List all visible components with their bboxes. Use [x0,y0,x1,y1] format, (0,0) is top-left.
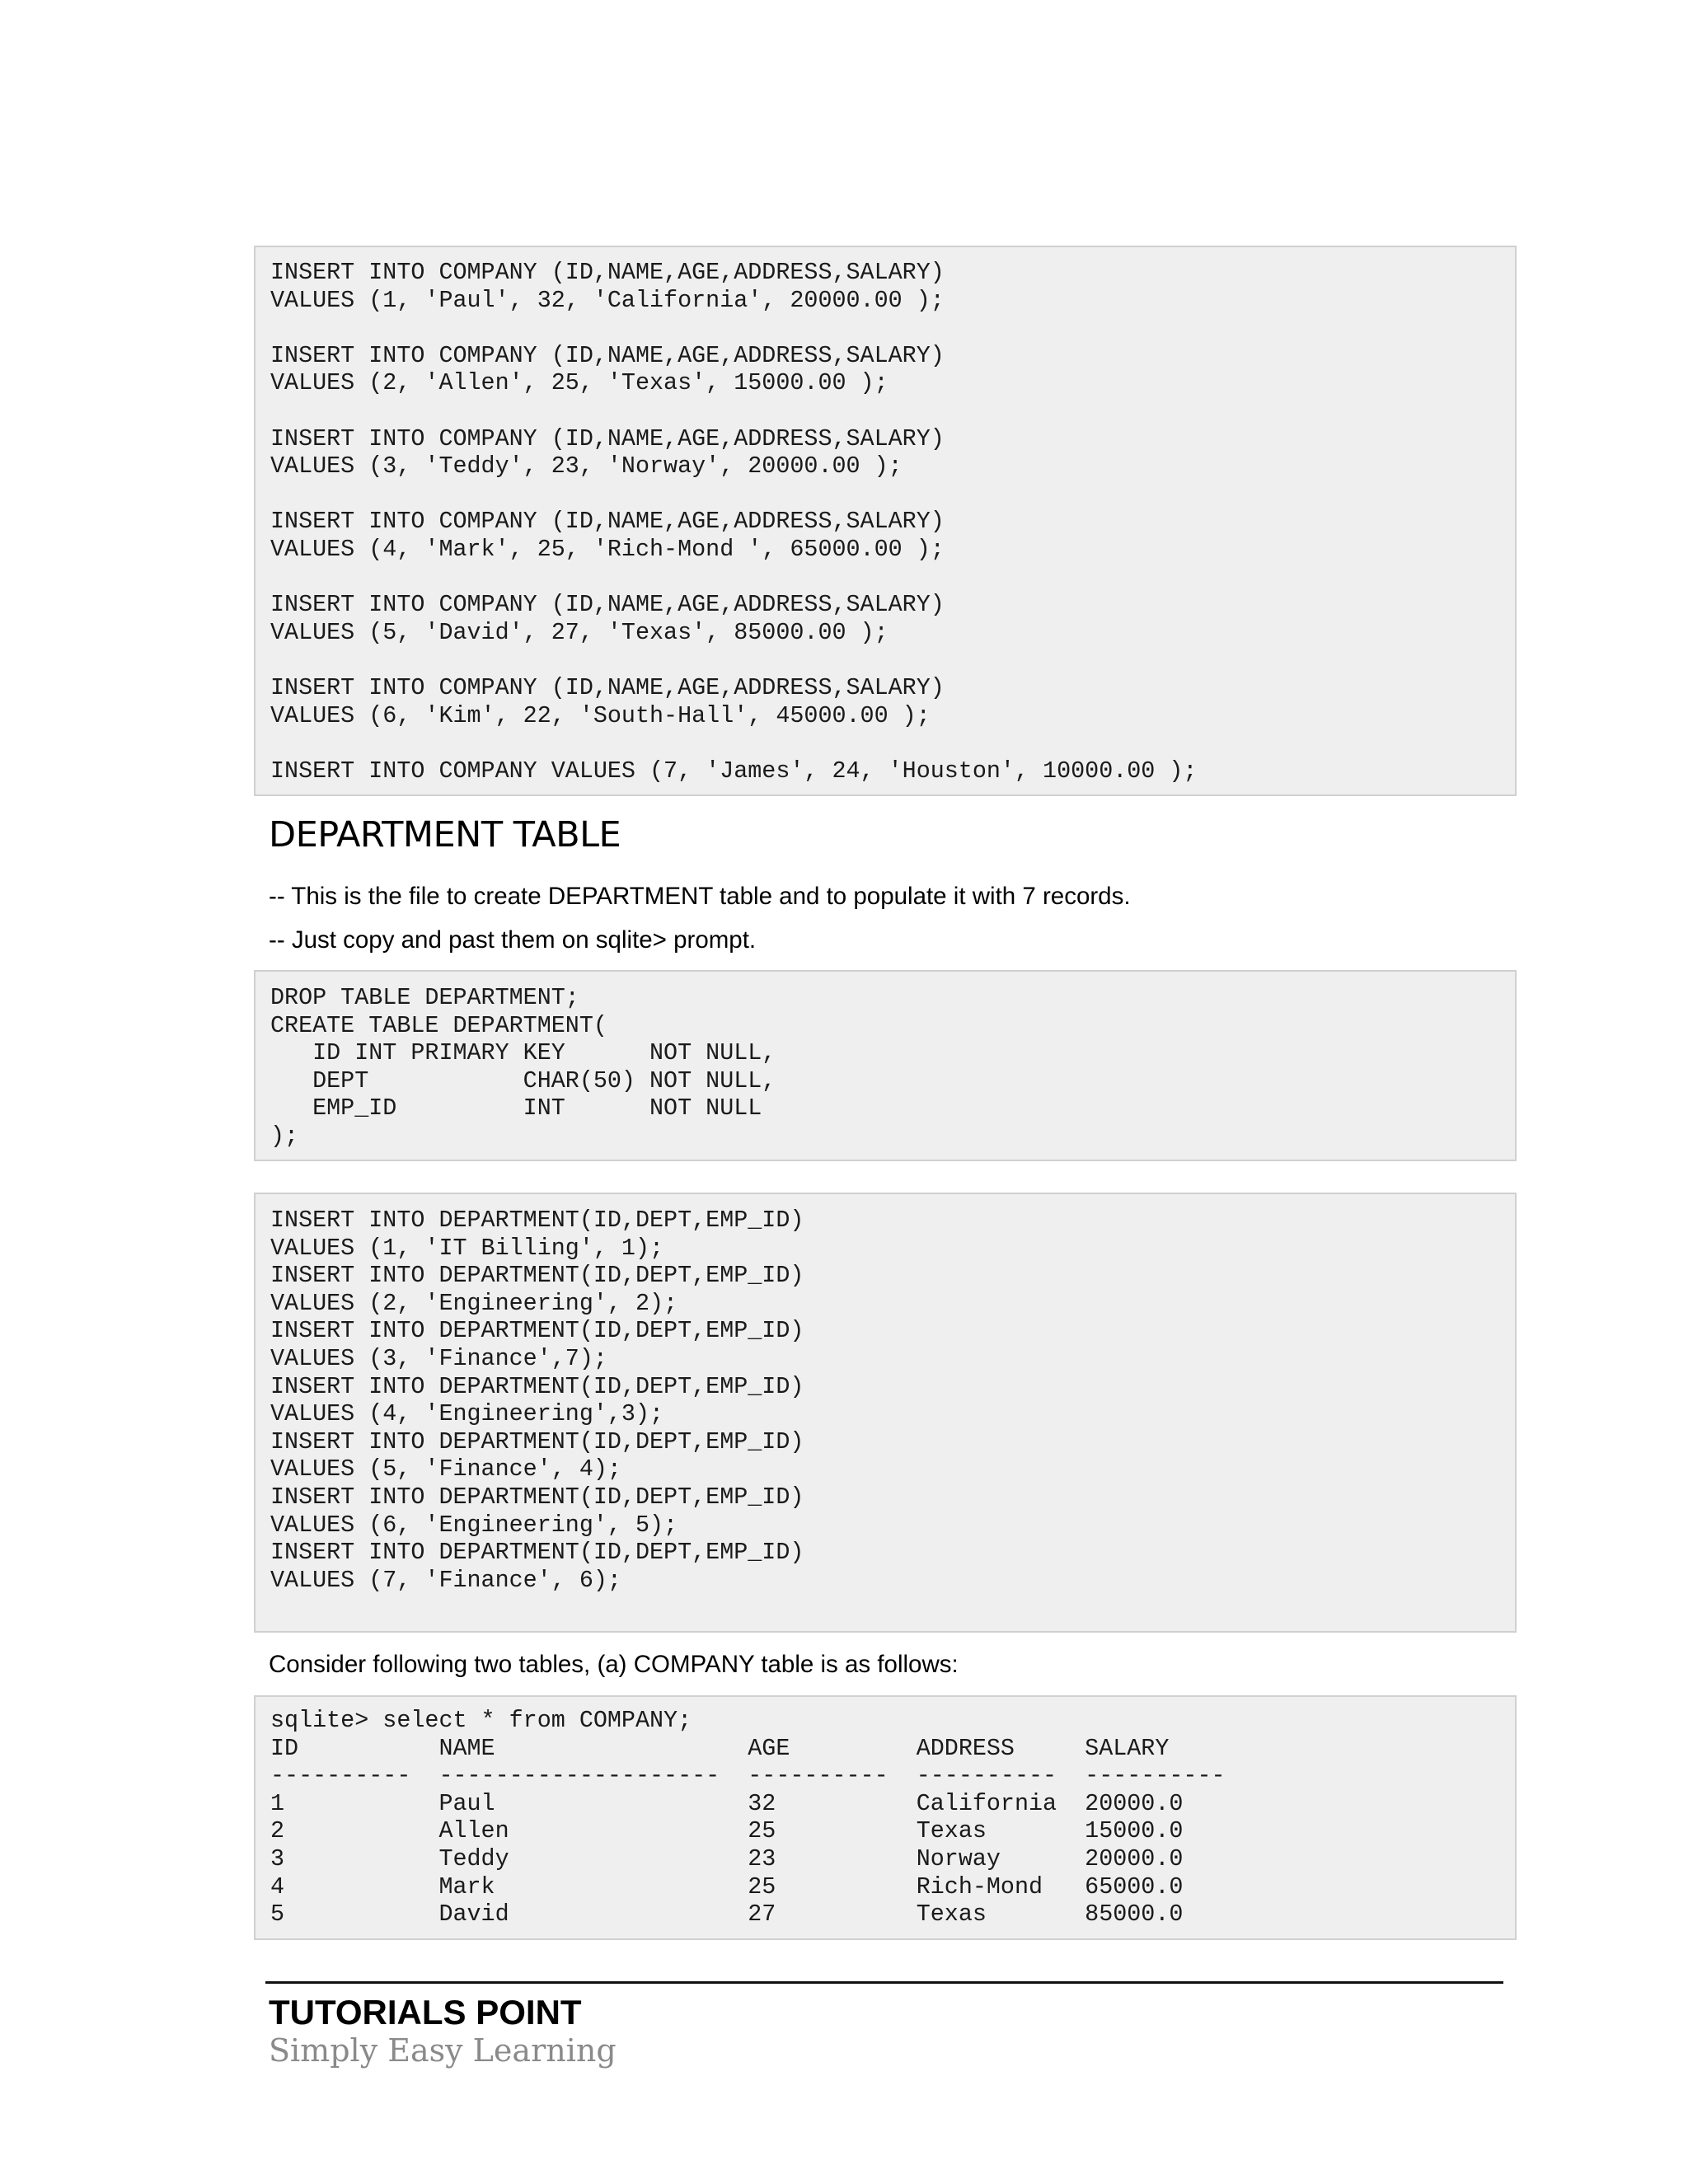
footer-tagline: Simply Easy Learning [269,2032,617,2069]
company-select-output: sqlite> select * from COMPANY; ID NAME AGE ADDRESS SALARY ---------- -------------------- ---------- ---------- ---------- 1 Paul 32 California 20000.0 2 Allen 25 Texas 15000.0 3 Teddy 23 Norway 20000.0 4 Mark 25 Rich-Mond 65000.0 5 David 27 Texas 85000.0 [270,1707,1226,1929]
footer-brand: TUTORIALS POINT [269,1993,582,2032]
company-insert-code-block [254,246,1517,796]
department-create-code: DROP TABLE DEPARTMENT; CREATE TABLE DEPARTMENT( ID INT PRIMARY KEY NOT NULL, DEPT CHAR(50) NOT NULL, EMP_ID INT NOT NULL ); [270,984,776,1150]
intro-line-1: -- This is the file to create DEPARTMENT table and to populate it with 7 records. [269,883,1131,910]
company-insert-code: INSERT INTO COMPANY (ID,NAME,AGE,ADDRESS,SALARY) VALUES (1, 'Paul', 32, 'California', 20000.00 ); INSERT INTO COMPANY (ID,NAME,AGE,ADDRESS,SALARY) VALUES (2, 'Allen', 25, 'Texas', 15000.00 ); INSERT INTO COMPANY (ID,NAME,AGE,ADDRESS,SALARY) VALUES (3, 'Teddy', 23, 'Norway', 20000.00 ); INSERT INTO COMPANY (ID,NAME,AGE,ADDRESS,SALARY) VALUES (4, 'Mark', 25, 'Rich-Mond ', 65000.00 ); INSERT INTO COMPANY (ID,NAME,AGE,ADDRESS,SALARY) VALUES (5, 'David', 27, 'Texas', 85000.00 ); INSERT INTO COMPANY (ID,NAME,AGE,ADDRESS,SALARY) VALUES (6, 'Kim', 22, 'South-Hall', 45000.00 ); INSERT INTO COMPANY VALUES (7, 'James', 24, 'Houston', 10000.00 ); [270,259,1198,785]
section-heading: DEPARTMENT TABLE [269,814,621,855]
department-create-code-block [254,970,1517,1161]
department-insert-code: INSERT INTO DEPARTMENT(ID,DEPT,EMP_ID) VALUES (1, 'IT Billing', 1); INSERT INTO DEPARTMENT(ID,DEPT,EMP_ID) VALUES (2, 'Engineering', 2); INSERT INTO DEPARTMENT(ID,DEPT,EMP_ID) VALUES (3, 'Finance',7); INSERT INTO DEPARTMENT(ID,DEPT,EMP_ID) VALUES (4, 'Engineering',3); INSERT INTO DEPARTMENT(ID,DEPT,EMP_ID) VALUES (5, 'Finance', 4); INSERT INTO DEPARTMENT(ID,DEPT,EMP_ID) VALUES (6, 'Engineering', 5); INSERT INTO DEPARTMENT(ID,DEPT,EMP_ID) VALUES (7, 'Finance', 6); [270,1207,804,1594]
company-select-output-block [254,1695,1517,1940]
consider-text: Consider following two tables, (a) COMPANY table is as follows: [269,1651,959,1678]
intro-line-2: -- Just copy and past them on sqlite> prompt. [269,926,757,954]
footer-divider [265,1981,1503,1984]
department-insert-code-block [254,1193,1517,1633]
